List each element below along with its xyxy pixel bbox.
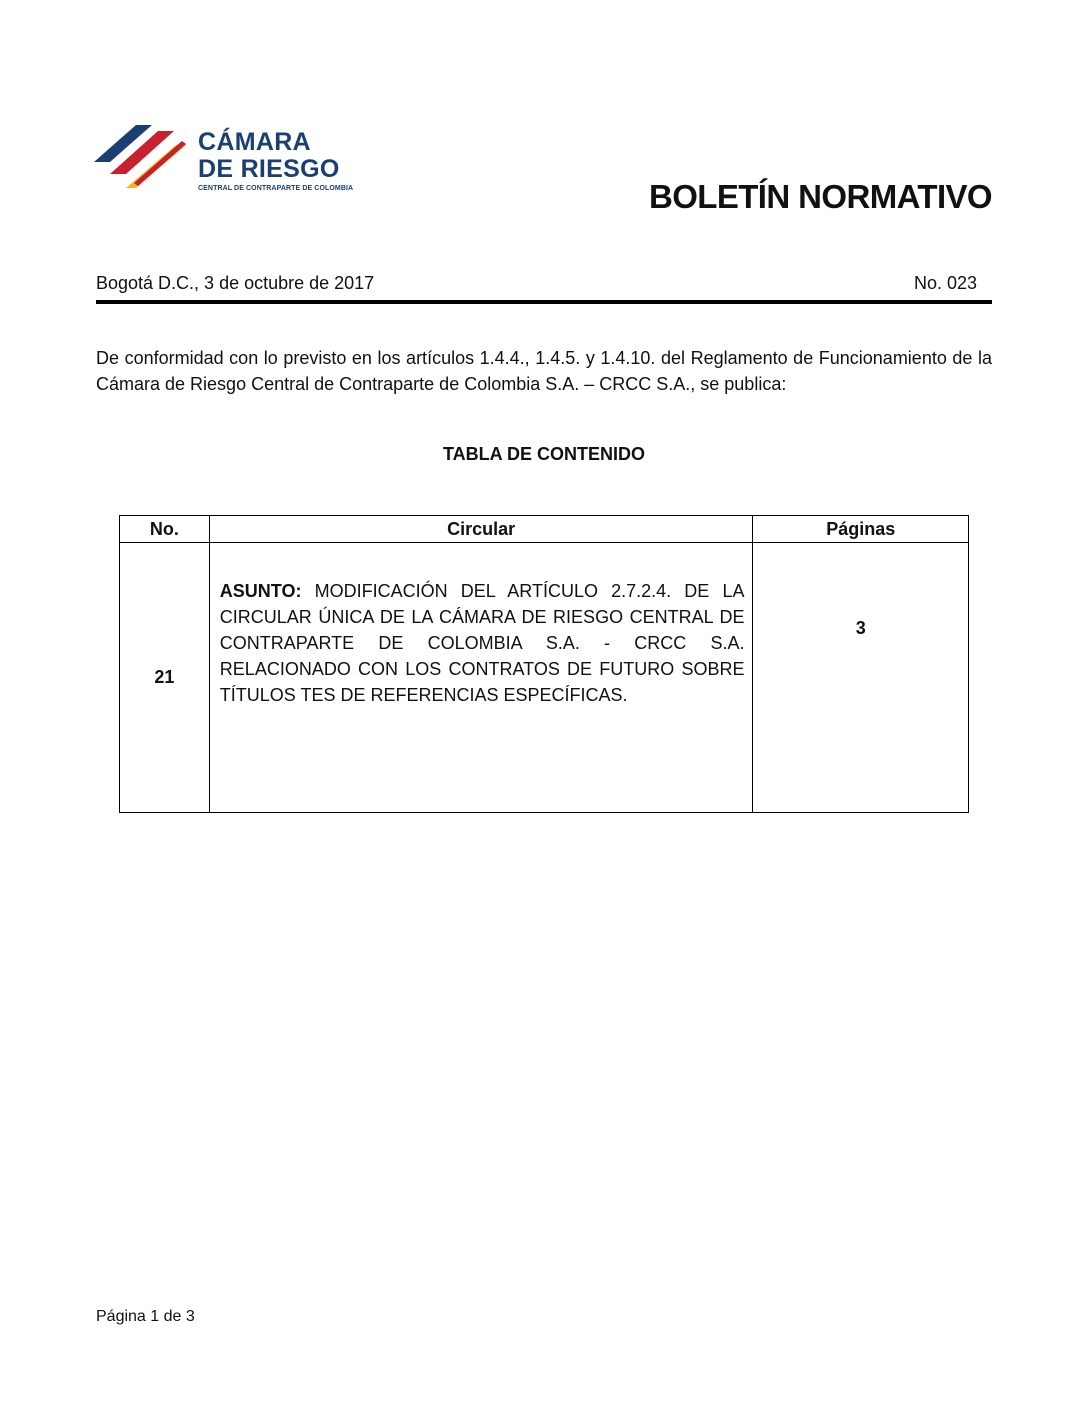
page-indicator: Página 1 de 3 bbox=[96, 1308, 195, 1325]
header-divider bbox=[96, 300, 992, 304]
intro-paragraph: De conformidad con lo previsto en los artículos 1.4.4., 1.4.5. y 1.4.10. del Reglamento de Funcionamiento de la Cámara de Riesgo Central de Contraparte de Colombia S.A. – CRCC S.A., se publica: bbox=[96, 348, 992, 394]
toc-table bbox=[119, 515, 969, 813]
place-date: Bogotá D.C., 3 de octubre de 2017 bbox=[96, 273, 375, 293]
toc-title: TABLA DE CONTENIDO bbox=[443, 444, 645, 464]
circular-pages: 3 bbox=[753, 543, 969, 813]
logo-line-2: DE RIESGO bbox=[198, 155, 340, 183]
company-logo bbox=[94, 125, 384, 197]
col-header-pages: Páginas bbox=[753, 516, 969, 543]
subject-label: ASUNTO: bbox=[219, 581, 302, 601]
table-row bbox=[120, 543, 969, 813]
logo-subtitle: CENTRAL DE CONTRAPARTE DE COLOMBIA bbox=[198, 185, 354, 192]
subject-text: MODIFICACIÓN DEL ARTÍCULO 2.7.2.4. DE LA CIRCULAR ÚNICA DE LA CÁMARA DE RIESGO CENTRAL DE CONTRAPARTE DE COLOMBIA S.A. - CRCC S.A. RELACIONADO CON LOS CONTRATOS DE FUTURO SOBRE TÍTULOS TES DE REFERENCIAS ESPECÍFICAS. bbox=[219, 581, 745, 705]
circular-number: 21 bbox=[120, 543, 210, 813]
toc-header-row bbox=[120, 516, 969, 543]
logo-line-1: CÁMARA bbox=[198, 128, 311, 156]
logo-stripes-icon bbox=[94, 125, 194, 195]
col-header-circular: Circular bbox=[209, 516, 753, 543]
col-header-no: No. bbox=[120, 516, 210, 543]
circular-description bbox=[220, 578, 745, 708]
circular-cell bbox=[209, 543, 753, 813]
bulletin-number: No. 023 bbox=[914, 273, 978, 293]
document-title: BOLETÍN NORMATIVO bbox=[648, 178, 992, 215]
